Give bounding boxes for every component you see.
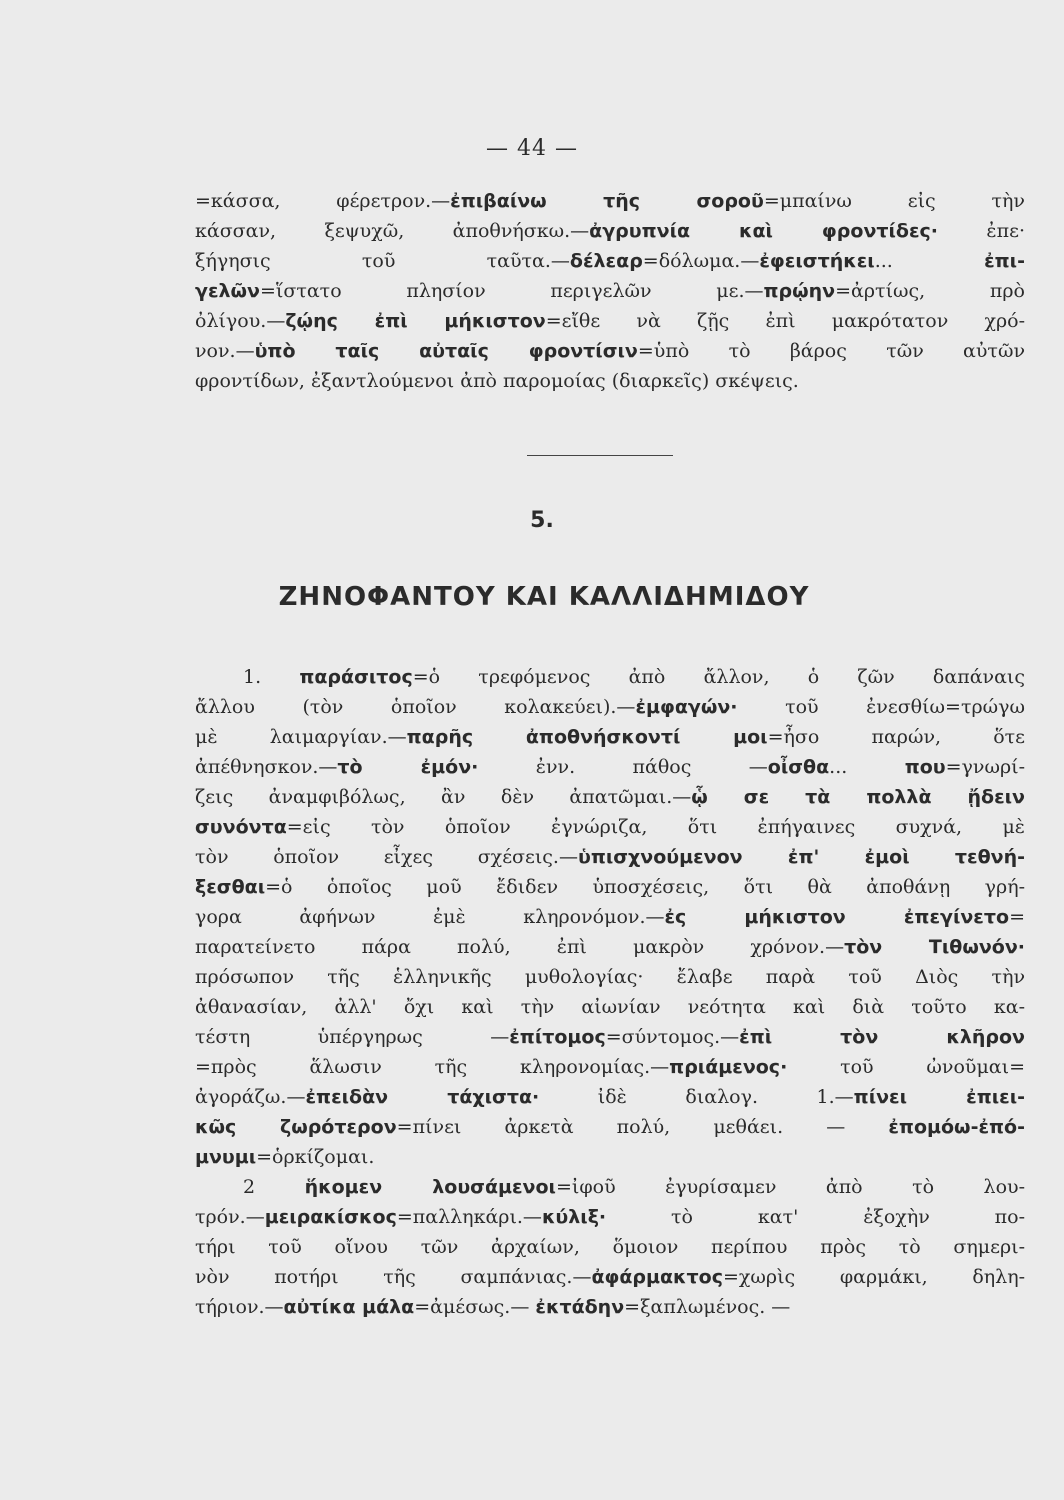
gloss-text: =πίνει ἀρκετὰ πολύ, μεθάει. — xyxy=(396,1116,889,1138)
headword: ἐπίτομος xyxy=(509,1026,606,1048)
headword: παράσιτος xyxy=(299,666,413,688)
headword: ᾧ σε τὰ πολλὰ ᾔδειν xyxy=(691,786,1025,808)
headword: ἥκομεν λουσάμενοι xyxy=(304,1176,556,1198)
gloss-text: τρόν.— xyxy=(195,1206,265,1228)
section-number: 5. xyxy=(530,508,554,533)
gloss-text: τήριον.— xyxy=(195,1296,284,1318)
text-line xyxy=(195,1202,1025,1232)
headword: τὸ ἐμόν· xyxy=(337,756,479,778)
text-line xyxy=(195,1292,1025,1322)
headword: ἐπι- xyxy=(984,250,1025,272)
gloss-text: =εἰς τὸν ὁποῖον ἐγνώριζα, ὅτι ἐπήγαινες συχνά, μὲ xyxy=(286,816,1025,838)
gloss-text: ζεις ἀναμφιβόλως, ἂν δὲν ἀπατῶμαι.— xyxy=(195,786,692,808)
headword: ἀγρυπνία καὶ φροντίδες· xyxy=(589,220,939,242)
gloss-text: ὀλίγου.— xyxy=(195,310,286,332)
headword: ἐφειστήκει xyxy=(759,250,875,272)
gloss-text: 2 xyxy=(243,1176,305,1198)
headword: ξεσθαι xyxy=(195,876,266,898)
text-line xyxy=(195,722,1025,752)
gloss-text: =ξαπλωμένος. — xyxy=(624,1296,791,1318)
section-divider xyxy=(527,455,673,456)
headword: ἀφάρμακτος xyxy=(591,1266,723,1288)
page-number: — 44 — xyxy=(486,136,578,161)
headword: πριάμενος· xyxy=(669,1056,788,1078)
gloss-text: =ἦσο παρών, ὅτε xyxy=(767,726,1026,748)
headword: μνυμι xyxy=(195,1146,257,1168)
gloss-text: τὸν ὁποῖον εἶχες σχέσεις.— xyxy=(195,846,578,868)
gloss-text: =χωρὶς φαρμάκι, δηλη- xyxy=(723,1266,1025,1288)
gloss-text: =εἴθε νὰ ζῇς ἐπὶ μακρότατον χρό- xyxy=(545,310,1026,332)
section-title: ΖΗΝΟΦΑΝΤΟΥ ΚΑΙ ΚΑΛΛΙΔΗΜΙΔΟΥ xyxy=(278,582,810,612)
gloss-text: ἀπέθνησκον.— xyxy=(195,756,338,778)
headword: ἐπομόω-ἐπό- xyxy=(888,1116,1025,1138)
text-line xyxy=(195,366,1025,396)
headword: ἐπιβαίνω τῆς σοροῦ xyxy=(450,190,764,212)
gloss-text: ἀγοράζω.— xyxy=(195,1086,306,1108)
headword: πίνει ἐπιει- xyxy=(853,1086,1026,1108)
headword: οἶσθα xyxy=(767,756,830,778)
text-line xyxy=(195,1082,1025,1112)
gloss-text: φροντίδων, ἐξαντλούμενοι ἀπὸ παρομοίας (διαρκεῖς) σκέψεις. xyxy=(195,370,799,392)
text-line xyxy=(195,216,1025,246)
gloss-text: τὸ κατ' ἐξοχὴν πο- xyxy=(606,1206,1025,1228)
gloss-text: =μπαίνω εἰς τὴν xyxy=(763,190,1025,212)
gloss-text: =πρὸς ἅλωσιν τῆς κληρονομίας.— xyxy=(195,1056,670,1078)
headword: πρῴην xyxy=(763,280,836,302)
gloss-text: ἄλλου (τὸν ὁποῖον κολακεύει).— xyxy=(195,696,636,718)
gloss-text: =ὁρκίζομαι. xyxy=(256,1146,375,1168)
gloss-text: κάσσαν, ξεψυχῶ, ἀποθνήσκω.— xyxy=(195,220,590,242)
gloss-text: πρόσωπον τῆς ἑλληνικῆς μυθολογίας· ἔλαβε παρὰ τοῦ Διὸς τὴν xyxy=(195,966,1025,988)
gloss-text: =ὁ ὁποῖος μοῦ ἔδιδεν ὑποσχέσεις, ὅτι θὰ ἀποθάνῃ γρή- xyxy=(265,876,1025,898)
text-line xyxy=(195,662,1025,692)
text-line xyxy=(195,1262,1025,1292)
text-line xyxy=(195,692,1025,722)
gloss-text: τοῦ ὠνοῦμαι= xyxy=(787,1056,1025,1078)
gloss-text: =ὑπὸ τὸ βάρος τῶν αὐτῶν xyxy=(637,340,1025,362)
gloss-text: παρατείνετο πάρα πολύ, ἐπὶ μακρὸν χρόνον.— xyxy=(195,936,845,958)
headword: μειρακίσκος xyxy=(264,1206,397,1228)
headword: παρῆς ἀποθνήσκοντί μοι xyxy=(406,726,768,748)
text-line xyxy=(195,782,1025,812)
gloss-text: =ἰφοῦ ἐγυρίσαμεν ἀπὸ τὸ λου- xyxy=(555,1176,1025,1198)
gloss-text: 1. xyxy=(243,666,300,688)
headword: που xyxy=(904,756,946,778)
headword: αὐτίκα μάλα xyxy=(283,1296,415,1318)
text-line xyxy=(195,306,1025,336)
headword: ἐμφαγών· xyxy=(635,696,738,718)
body-glossary xyxy=(195,662,1025,1322)
gloss-text: νὸν ποτήρι τῆς σαμπάνιας.— xyxy=(195,1266,592,1288)
text-line xyxy=(195,1052,1025,1082)
gloss-text: =γνωρί- xyxy=(945,756,1025,778)
gloss-text: =ὁ τρεφόμενος ἀπὸ ἄλλον, ὁ ζῶν δαπάναις xyxy=(412,666,1025,688)
gloss-text: =ἀμέσως.— xyxy=(414,1296,536,1318)
text-line xyxy=(195,1142,1025,1172)
gloss-text: νον.— xyxy=(195,340,255,362)
headword: ζῴης ἐπὶ μήκιστον xyxy=(285,310,546,332)
text-line xyxy=(195,902,1025,932)
text-line xyxy=(195,1172,1025,1202)
text-line xyxy=(195,992,1025,1022)
gloss-text: τέστη ὑπέργηρως — xyxy=(195,1026,510,1048)
gloss-text: ἰδὲ διαλογ. 1.— xyxy=(539,1086,854,1108)
gloss-text: μὲ λαιμαργίαν.— xyxy=(195,726,407,748)
text-line xyxy=(195,276,1025,306)
gloss-text: ... xyxy=(874,250,985,272)
gloss-text: ... xyxy=(829,756,905,778)
text-line xyxy=(195,842,1025,872)
headword: ὑπισχνούμενον ἐπ' ἐμοὶ τεθνή- xyxy=(577,846,1026,868)
gloss-text: =κάσσα, φέρετρον.— xyxy=(195,190,451,212)
text-line xyxy=(195,1232,1025,1262)
headword: τὸν Τιθωνόν· xyxy=(844,936,1025,958)
gloss-text: ξήγησις τοῦ ταῦτα.— xyxy=(195,250,570,272)
headword: ἐπειδὰν τάχιστα· xyxy=(305,1086,540,1108)
text-line xyxy=(195,1112,1025,1142)
text-line xyxy=(195,872,1025,902)
headword: συνόντα xyxy=(195,816,287,838)
gloss-text: ἐπε· xyxy=(938,220,1025,242)
text-line xyxy=(195,336,1025,366)
gloss-text: γορα ἀφήνων ἐμὲ κληρονόμον.— xyxy=(195,906,665,928)
text-line xyxy=(195,246,1025,276)
text-line xyxy=(195,932,1025,962)
text-line xyxy=(195,1022,1025,1052)
gloss-text: =δόλωμα.— xyxy=(642,250,760,272)
gloss-text: =ἵστατο πλησίον περιγελῶν με.— xyxy=(260,280,764,302)
headword: δέλεαρ xyxy=(569,250,643,272)
headword: ἐπὶ τὸν κλῆρον xyxy=(739,1026,1025,1048)
gloss-text: =παλληκάρι.— xyxy=(396,1206,542,1228)
headword: ἐς μήκιστον ἐπεγίνετο xyxy=(664,906,1010,928)
gloss-text: τήρι τοῦ οἴνου τῶν ἀρχαίων, ὅμοιον περίπου πρὸς τὸ σημερι- xyxy=(195,1236,1025,1258)
intro-glossary xyxy=(195,186,1025,396)
gloss-text: ἀθανασίαν, ἀλλ' ὄχι καὶ τὴν αἰωνίαν νεότητα καὶ διὰ τοῦτο κα- xyxy=(195,996,1025,1018)
gloss-text: =ἀρτίως, πρὸ xyxy=(835,280,1025,302)
gloss-text: = xyxy=(1009,906,1025,928)
headword: γελῶν xyxy=(195,280,260,302)
text-line xyxy=(195,812,1025,842)
headword: ἐκτάδην xyxy=(535,1296,625,1318)
text-line xyxy=(195,186,1025,216)
gloss-text: =σύντομος.— xyxy=(605,1026,740,1048)
headword: κύλιξ· xyxy=(541,1206,607,1228)
headword: ὑπὸ ταῖς αὐταῖς φροντίσιν xyxy=(254,340,638,362)
headword: κῶς ζωρότερον xyxy=(195,1116,397,1138)
gloss-text: τοῦ ἐνεσθίω=τρώγω xyxy=(737,696,1025,718)
text-line xyxy=(195,962,1025,992)
gloss-text: ἐνν. πάθος — xyxy=(478,756,768,778)
text-line xyxy=(195,752,1025,782)
